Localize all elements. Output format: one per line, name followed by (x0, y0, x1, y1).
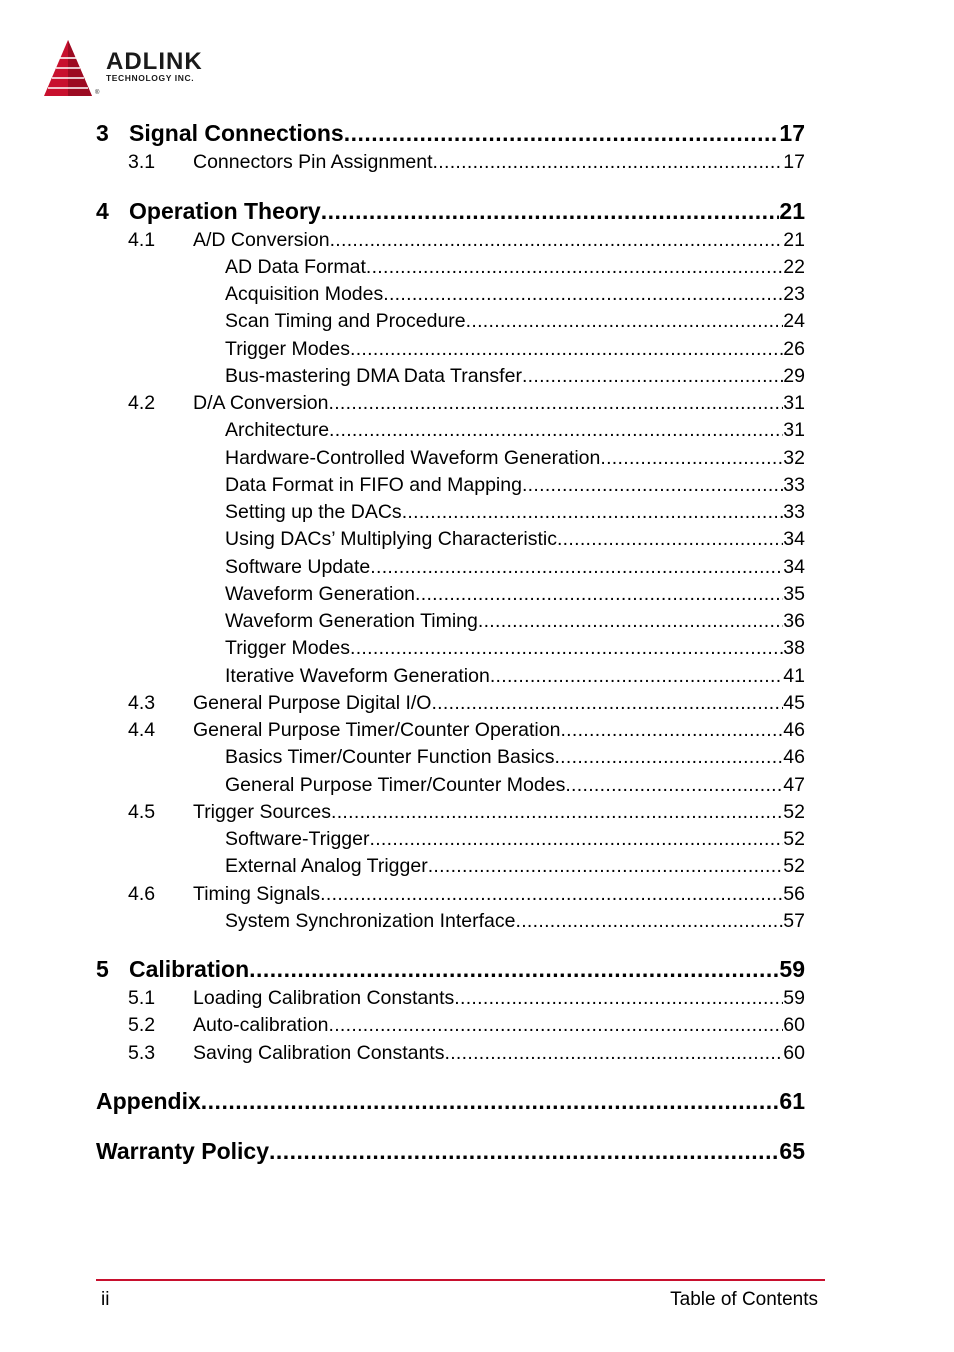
toc-entry-title: Appendix (96, 1088, 201, 1114)
toc-entry-title: External Analog Trigger (225, 855, 428, 877)
toc-section-entry[interactable] (128, 229, 805, 252)
brand-tagline: TECHNOLOGY INC. (106, 73, 195, 83)
toc-dot-leader (554, 746, 783, 769)
footer-divider (96, 1279, 825, 1281)
toc-dot-leader (370, 828, 784, 851)
toc-subsection-entry[interactable] (225, 283, 805, 306)
toc-entry-title: Waveform Generation (225, 583, 416, 605)
toc-subsection-entry[interactable] (225, 910, 805, 933)
toc-dot-leader (431, 692, 783, 715)
toc-page-number: 33 (783, 474, 805, 496)
toc-entry-title: A/D Conversion (193, 229, 330, 251)
toc-entry-title: Calibration (129, 956, 250, 982)
toc-dot-leader (402, 501, 784, 524)
toc-page-number: 65 (779, 1138, 805, 1164)
toc-section-entry[interactable] (128, 987, 805, 1010)
toc-chapter-entry[interactable] (96, 198, 805, 225)
toc-dot-leader (344, 120, 780, 147)
toc-section-entry[interactable] (128, 1014, 805, 1037)
toc-subsection-entry[interactable] (225, 501, 805, 524)
toc-dot-leader (490, 665, 783, 688)
toc-page-number: 24 (783, 310, 805, 332)
toc-dot-leader (320, 883, 783, 906)
toc-dot-leader (201, 1088, 780, 1115)
toc-entry-title: D/A Conversion (193, 392, 329, 414)
toc-subsection-entry[interactable] (225, 610, 805, 633)
toc-dot-leader (600, 447, 783, 470)
toc-entry-number: 4.5 (128, 801, 156, 823)
toc-page-number: 29 (783, 365, 805, 387)
toc-page-number: 34 (783, 556, 805, 578)
registered-mark: ® (95, 90, 100, 96)
toc-entry-number: 4 (96, 198, 109, 224)
toc-page-number: 21 (779, 198, 805, 224)
toc-entry-number: 5.1 (128, 987, 156, 1009)
toc-page-number: 52 (783, 855, 805, 877)
toc-dot-leader (328, 392, 783, 415)
toc-section-entry[interactable] (128, 692, 805, 715)
toc-dot-leader (415, 583, 783, 606)
toc-subsection-entry[interactable] (225, 474, 805, 497)
toc-subsection-entry[interactable] (225, 665, 805, 688)
toc-page-number: 31 (783, 392, 805, 414)
toc-entry-title: Hardware-Controlled Waveform Generation (225, 447, 601, 469)
toc-entry-title: Iterative Waveform Generation (225, 665, 490, 687)
toc-entry-title: AD Data Format (225, 256, 366, 278)
toc-dot-leader (249, 956, 779, 983)
toc-entry-title: Waveform Generation Timing (225, 610, 478, 632)
toc-page-number: 45 (783, 692, 805, 714)
toc-dot-leader (329, 1014, 784, 1037)
toc-subsection-entry[interactable] (225, 556, 805, 579)
toc-dot-leader (565, 774, 783, 797)
toc-section-entry[interactable] (128, 883, 805, 906)
toc-subsection-entry[interactable] (225, 583, 805, 606)
toc-entry-title: General Purpose Timer/Counter Operation (193, 719, 561, 741)
toc-entry-title: Architecture (225, 419, 330, 441)
toc-page-number: 22 (783, 256, 805, 278)
toc-subsection-entry[interactable] (225, 528, 805, 551)
toc-subsection-entry[interactable] (225, 637, 805, 660)
toc-entry-title: Connectors Pin Assignment (193, 151, 433, 173)
toc-page-number: 59 (779, 956, 805, 982)
toc-page-number: 52 (783, 801, 805, 823)
toc-chapter-entry[interactable] (96, 956, 805, 983)
toc-subsection-entry[interactable] (225, 419, 805, 442)
toc-dot-leader (478, 610, 783, 633)
toc-page-number: 41 (783, 665, 805, 687)
toc-entry-title: Data Format in FIFO and Mapping (225, 474, 522, 496)
toc-entry-title: Loading Calibration Constants (193, 987, 455, 1009)
brand-name: ADLINK (106, 48, 203, 75)
toc-section-entry[interactable] (128, 151, 805, 174)
footer-page-number: ii (101, 1289, 110, 1310)
toc-entry-title: Trigger Modes (225, 338, 350, 360)
toc-dot-leader (557, 528, 783, 551)
toc-dot-leader (330, 229, 784, 252)
toc-page-number: 52 (783, 828, 805, 850)
toc-page-number: 59 (783, 987, 805, 1009)
toc-page-number: 31 (783, 419, 805, 441)
toc-page-number: 60 (783, 1014, 805, 1036)
toc-page-number: 46 (783, 746, 805, 768)
toc-dot-leader (515, 910, 783, 933)
toc-entry-number: 3 (96, 120, 109, 146)
toc-dot-leader (522, 474, 783, 497)
toc-page-number: 46 (783, 719, 805, 741)
toc-entry-number: 4.1 (128, 229, 156, 251)
toc-dot-leader (454, 987, 783, 1010)
toc-entry-number: 5 (96, 956, 109, 982)
toc-page-number: 60 (783, 1042, 805, 1064)
toc-entry-title: Setting up the DACs (225, 501, 402, 523)
toc-subsection-entry[interactable] (225, 828, 805, 851)
toc-entry-title: Basics Timer/Counter Function Basics (225, 746, 555, 768)
toc-dot-leader (444, 1042, 783, 1065)
toc-subsection-entry[interactable] (225, 746, 805, 769)
toc-page-number: 36 (783, 610, 805, 632)
toc-entry-title: Scan Timing and Procedure (225, 310, 466, 332)
toc-page-number: 56 (783, 883, 805, 905)
toc-dot-leader (331, 801, 783, 824)
toc-page-number: 57 (783, 910, 805, 932)
toc-entry-number: 3.1 (128, 151, 156, 173)
toc-chapter-entry[interactable] (96, 1088, 805, 1115)
toc-section-entry[interactable] (128, 719, 805, 742)
toc-chapter-entry[interactable] (96, 1138, 805, 1165)
footer-section-title: Table of Contents (670, 1289, 818, 1310)
toc-page-number: 17 (779, 120, 805, 146)
toc-subsection-entry[interactable] (225, 338, 805, 361)
toc-entry-number: 5.3 (128, 1042, 156, 1064)
toc-page-number: 47 (783, 774, 805, 796)
toc-page-number: 35 (783, 583, 805, 605)
toc-page-number: 23 (783, 283, 805, 305)
toc-section-entry[interactable] (128, 801, 805, 824)
toc-page-number: 17 (783, 151, 805, 173)
toc-dot-leader (321, 198, 780, 225)
toc-page-number: 38 (783, 637, 805, 659)
toc-dot-leader (433, 151, 784, 174)
toc-entry-title: Software-Trigger (225, 828, 370, 850)
toc-entry-title: Software Update (225, 556, 371, 578)
toc-entry-title: System Synchronization Interface (225, 910, 516, 932)
toc-entry-title: General Purpose Timer/Counter Modes (225, 774, 566, 796)
toc-dot-leader (350, 338, 783, 361)
adlink-logo (42, 38, 242, 100)
toc-entry-title: Using DACs’ Multiplying Characteristic (225, 528, 557, 550)
toc-dot-leader (370, 556, 783, 579)
toc-section-entry[interactable] (128, 1042, 805, 1065)
toc-entry-title: Acquisition Modes (225, 283, 384, 305)
toc-entry-title: Bus-mastering DMA Data Transfer (225, 365, 522, 387)
toc-dot-leader (466, 310, 784, 333)
toc-chapter-entry[interactable] (96, 120, 805, 147)
toc-entry-title: Trigger Sources (193, 801, 331, 823)
toc-entry-title: Operation Theory (129, 198, 321, 224)
toc-page-number: 26 (783, 338, 805, 360)
toc-entry-title: Trigger Modes (225, 637, 350, 659)
toc-dot-leader (522, 365, 783, 388)
toc-page-number: 33 (783, 501, 805, 523)
toc-subsection-entry[interactable] (225, 447, 805, 470)
toc-entry-title: Auto-calibration (193, 1014, 329, 1036)
toc-page-number: 61 (779, 1088, 805, 1114)
toc-entry-number: 4.2 (128, 392, 156, 414)
adlink-pyramid-icon (42, 38, 102, 98)
toc-dot-leader (428, 855, 784, 878)
toc-subsection-entry[interactable] (225, 256, 805, 279)
toc-page-number: 21 (783, 229, 805, 251)
toc-entry-number: 4.4 (128, 719, 156, 741)
toc-dot-leader (560, 719, 783, 742)
toc-entry-title: Signal Connections (129, 120, 344, 146)
toc-entry-title: Warranty Policy (96, 1138, 269, 1164)
toc-entry-title: General Purpose Digital I/O (193, 692, 432, 714)
toc-page-number: 32 (783, 447, 805, 469)
toc-subsection-entry[interactable] (225, 774, 805, 797)
toc-entry-number: 5.2 (128, 1014, 156, 1036)
toc-entry-number: 4.6 (128, 883, 156, 905)
toc-entry-title: Timing Signals (193, 883, 321, 905)
toc-subsection-entry[interactable] (225, 365, 805, 388)
toc-subsection-entry[interactable] (225, 855, 805, 878)
toc-entry-title: Saving Calibration Constants (193, 1042, 445, 1064)
toc-subsection-entry[interactable] (225, 310, 805, 333)
toc-dot-leader (366, 256, 783, 279)
toc-dot-leader (329, 419, 783, 442)
toc-entry-number: 4.3 (128, 692, 156, 714)
toc-dot-leader (383, 283, 783, 306)
toc-section-entry[interactable] (128, 392, 805, 415)
toc-dot-leader (269, 1138, 779, 1165)
toc-page-number: 34 (783, 528, 805, 550)
toc-dot-leader (350, 637, 783, 660)
